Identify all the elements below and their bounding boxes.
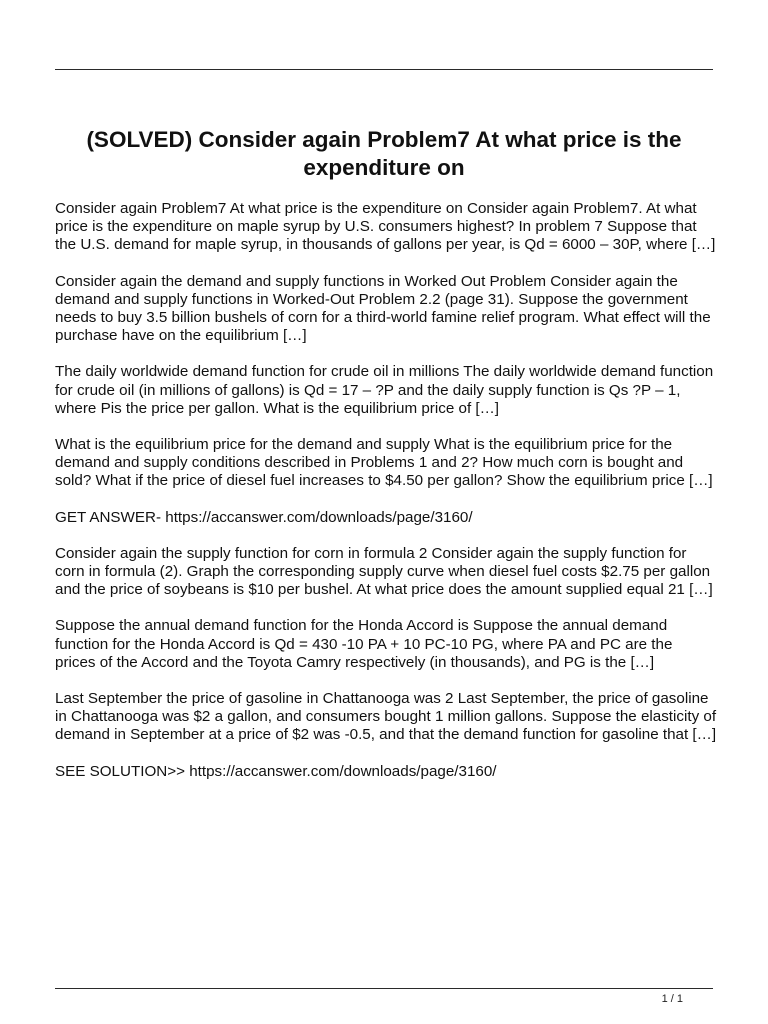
paragraph-corn-supply: Consider again the supply function for corn in formula 2 Consider again the supply function for corn in formula (2). Graph the corresponding supply curve when diesel fuel costs $2.75 per gallon and the price of soybeans is $10 per bushel. At what price does the amount supplied equal 21 […] (55, 544, 713, 599)
paragraph-equilibrium-price: What is the equilibrium price for the demand and supply What is the equilibrium price for the demand and supply conditions described in Problems 1 and 2? How much corn is bought and sold? What if the price of diesel fuel increases to $4.50 per gallon? Show the equilibrium price […] (55, 436, 713, 490)
document-title: (SOLVED) Consider again Problem7 At what price is the expenditure on (86, 127, 682, 180)
page-number: 1 / 1 (661, 993, 683, 1005)
get-answer-link[interactable]: GET ANSWER- https://accanswer.com/downloads/page/3160/ (55, 508, 473, 526)
paragraph-corn-government: Consider again the demand and supply functions in Worked Out Problem Consider again the demand and supply functions in Worked-Out Problem 2.2 (page 31). Suppose the government needs to buy 3.5 billion bushels of corn for a third-world famine relief program. What effect will the purchase have on the equilibrium […] (55, 272, 711, 345)
paragraph-honda-accord: Suppose the annual demand function for the Honda Accord is Suppose the annual demand function for the Honda Accord is Qd = 430 -10 PA + 10 PC-10 PG, where PA and PC are the prices of the Accord and the Toyota Camry respectively (in thousands), and PG is the […] (55, 617, 673, 671)
paragraph-crude-oil: The daily worldwide demand function for crude oil in millions The daily worldwide demand function for crude oil (in millions of gallons) is Qd = 17 – ?P and the daily supply function is Qs ?P – 1, where Pis the price per gallon. What is the equilibrium price of […] (55, 363, 714, 417)
header-rule (55, 69, 713, 70)
paragraph-maple-syrup: Consider again Problem7 At what price is the expenditure on Consider again Problem7. At what price is the expenditure on maple syrup by U.S. consumers highest? In problem 7 Suppose that the U.S. demand for maple syrup, in thousands of gallons per year, is Qd = 6000 – 30P, where […] (55, 200, 716, 254)
see-solution-link[interactable]: SEE SOLUTION>> https://accanswer.com/downloads/page/3160/ (55, 762, 497, 780)
paragraph-gasoline: Last September the price of gasoline in Chattanooga was 2 Last September, the price of gasoline in Chattanooga was $2 a gallon, and consumers bought 1 million gallons. Suppose the elasticity of demand in September at a price of $2 was -0.5, and that the demand function for gasoline that […] (55, 690, 717, 744)
document-body (55, 200, 717, 799)
footer-rule (55, 988, 713, 989)
